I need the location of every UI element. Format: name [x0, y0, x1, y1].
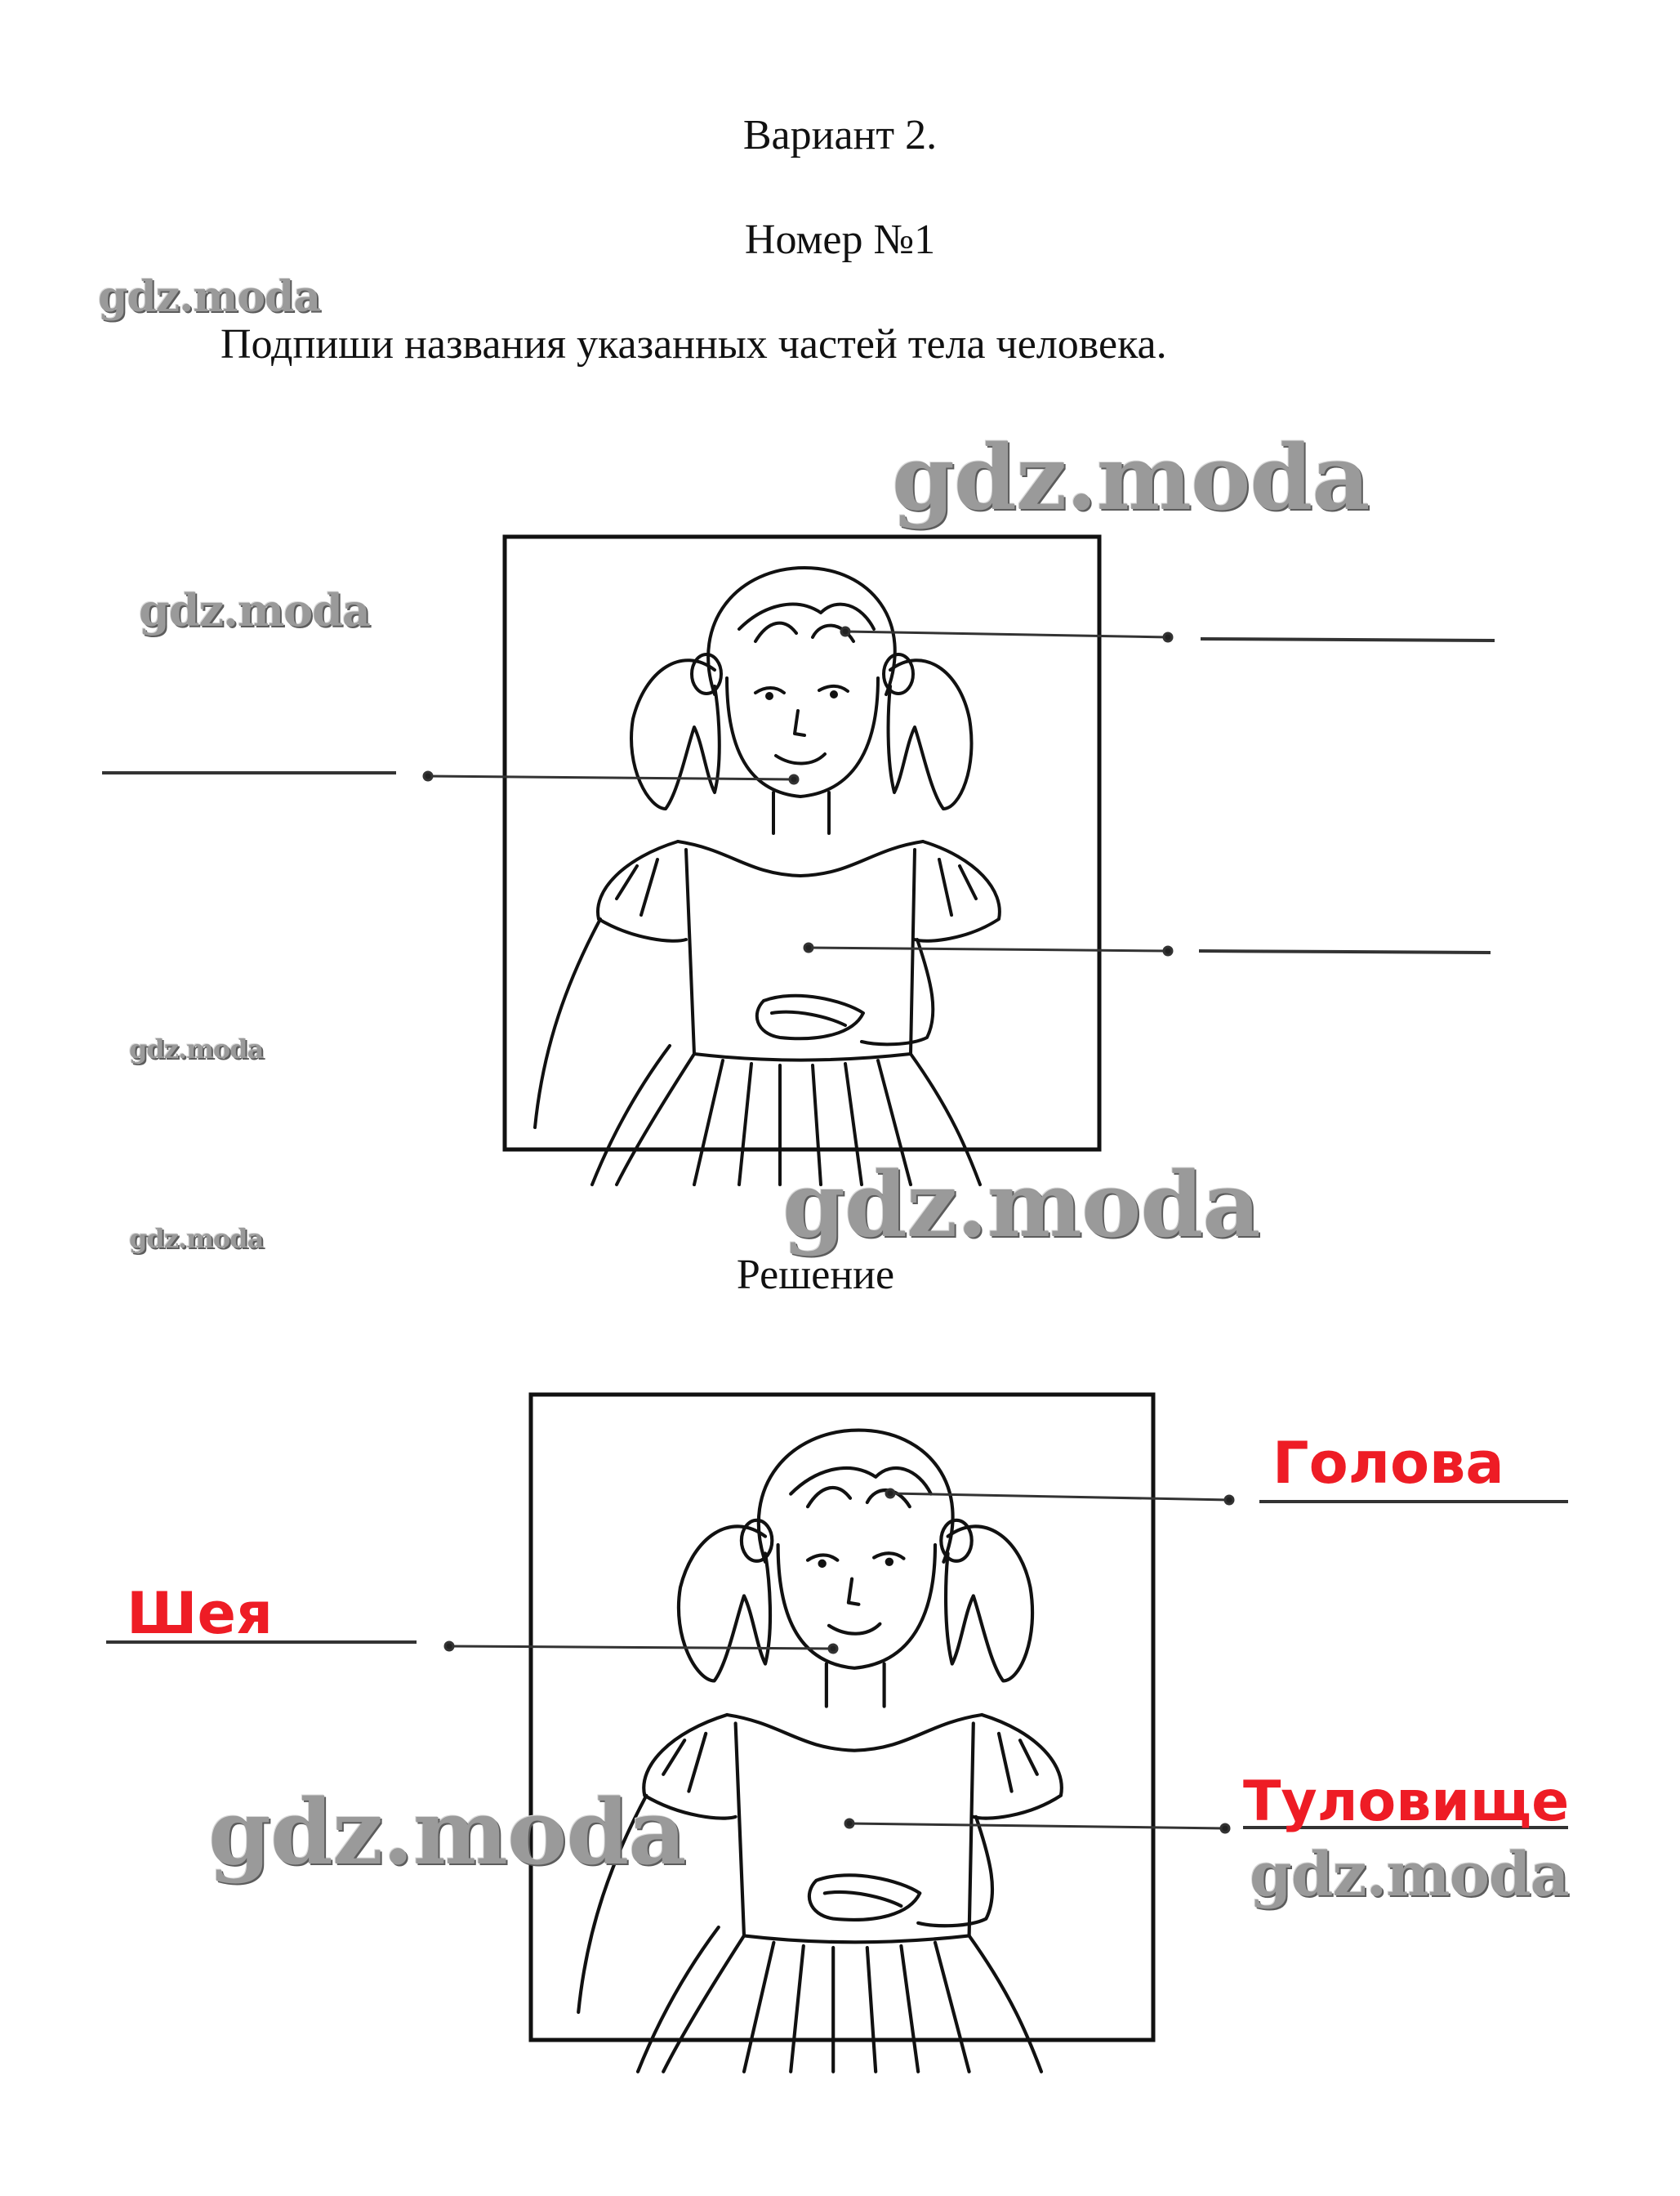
task-instruction: Подпиши названия указанных частей тела человека.	[221, 321, 1167, 368]
answer-torso: Туловище	[1243, 1770, 1570, 1834]
watermark: gdz.moda	[129, 1223, 264, 1254]
watermark: gdz.moda	[139, 584, 370, 636]
watermark: gdz.moda	[129, 1033, 264, 1065]
task-number: Номер №1	[744, 216, 936, 263]
watermark: gdz.moda	[782, 1152, 1260, 1257]
answer-head: Голова	[1272, 1430, 1504, 1497]
solution-heading: Решение	[736, 1252, 895, 1298]
answer-neck: Шея	[127, 1580, 273, 1647]
watermark: gdz.moda	[892, 425, 1370, 530]
variant-title: Вариант 2.	[742, 112, 938, 158]
task-leader-lines	[102, 627, 1495, 955]
watermark: gdz.moda	[1250, 1840, 1569, 1910]
watermark: gdz.moda	[98, 272, 321, 322]
watermark: gdz.moda	[208, 1779, 686, 1885]
